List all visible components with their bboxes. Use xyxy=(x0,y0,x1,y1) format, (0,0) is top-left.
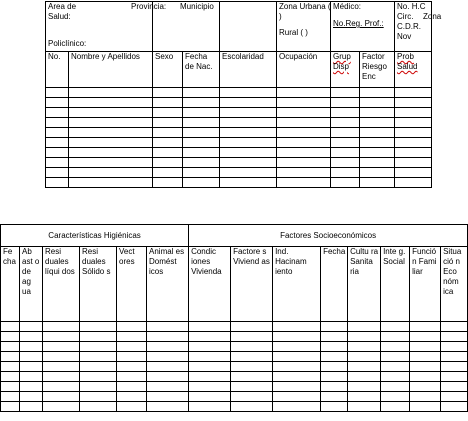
zona-urbana-label: Zona Urbana ( ) xyxy=(279,2,331,21)
col-residuales-liquidos: Resi duales líqui dos xyxy=(43,247,80,322)
medico-label: Médico: xyxy=(333,2,362,11)
col-hacinamiento: Ind. Hacinam iento xyxy=(273,247,321,322)
col-condiciones: Condic iones Vivienda xyxy=(189,247,231,322)
table-row xyxy=(1,392,468,402)
col-integ-social: Inte g. Social xyxy=(381,247,410,322)
table-row xyxy=(46,148,432,158)
col-abasto: Ab ast o de ag ua xyxy=(20,247,43,322)
zona-cell xyxy=(277,2,331,52)
policlinico-label: Policlínico: xyxy=(48,39,87,48)
table-row xyxy=(46,108,432,118)
no-reg-prof-label: No.Reg. Prof.: xyxy=(333,19,384,28)
zona-label: Zona xyxy=(423,12,442,21)
area-label: Area de Salud: xyxy=(48,2,77,21)
table-row xyxy=(46,138,432,148)
header-row xyxy=(46,2,432,52)
table-row xyxy=(46,178,432,188)
table-row xyxy=(46,158,432,168)
col-fecha-2: Fecha xyxy=(321,247,348,322)
medico-cell xyxy=(331,2,395,52)
col-funcion-familiar: Funció n Fami liar xyxy=(410,247,441,322)
col-prob-salud: Prob Salud xyxy=(395,52,432,88)
col-ocupacion: Ocupación xyxy=(277,52,331,88)
table-row xyxy=(1,372,468,382)
circ-label: Circ. xyxy=(397,12,414,21)
col-escolaridad: Escolaridad xyxy=(220,52,277,88)
hc-cell xyxy=(395,2,442,52)
table-row xyxy=(1,332,468,342)
table-row xyxy=(1,342,468,352)
nov-label: Nov xyxy=(397,32,412,41)
caracteristicas-table xyxy=(0,224,468,412)
table-row xyxy=(1,382,468,392)
col-sexo: Sexo xyxy=(153,52,183,88)
col-animales: Animal es Domést icos xyxy=(147,247,189,322)
no-hc-label: No. H.C xyxy=(397,2,426,11)
col-cultura: Cultu ra Sanita ria xyxy=(348,247,381,322)
table-row xyxy=(1,402,468,412)
municipio-label: Municipio xyxy=(180,2,214,11)
col-fecha: Fe cha xyxy=(1,247,20,322)
column-header-row xyxy=(46,52,432,88)
factores-header: Factores Socioeconómicos xyxy=(189,225,468,247)
provincia-label: Provincia: xyxy=(131,2,167,11)
table-row xyxy=(46,118,432,128)
col-grup-disp: Grup Disp xyxy=(331,52,360,88)
col-residuales-solidos: Resi duales Sólido s xyxy=(80,247,117,322)
table-row xyxy=(1,322,468,332)
col-factores-vivienda: Factore s Viviend as xyxy=(231,247,273,322)
column-header-row xyxy=(1,247,468,322)
col-vectores: Vect ores xyxy=(117,247,147,322)
rural-label: Rural ( ) xyxy=(279,28,308,37)
table-row xyxy=(1,352,468,362)
col-fecha-nac: Fecha de Nac. xyxy=(183,52,220,88)
table-row xyxy=(46,168,432,178)
col-factor-riesgo: Factor Riesgo Enc xyxy=(360,52,395,88)
table-row xyxy=(1,362,468,372)
registro-table xyxy=(45,1,442,188)
cdr-label: C.D.R. xyxy=(397,22,422,31)
col-nombre: Nombre y Apellidos xyxy=(69,52,153,88)
municipio-cell xyxy=(180,2,277,52)
caracteristicas-header: Características Higiénicas xyxy=(1,225,189,247)
col-no: No. xyxy=(46,52,69,88)
group-header-row xyxy=(1,225,468,247)
table-row xyxy=(46,88,432,98)
table-row xyxy=(46,98,432,108)
table-row xyxy=(46,128,432,138)
col-situacion-economica: Situa ció n Eco nóm ica xyxy=(441,247,468,322)
